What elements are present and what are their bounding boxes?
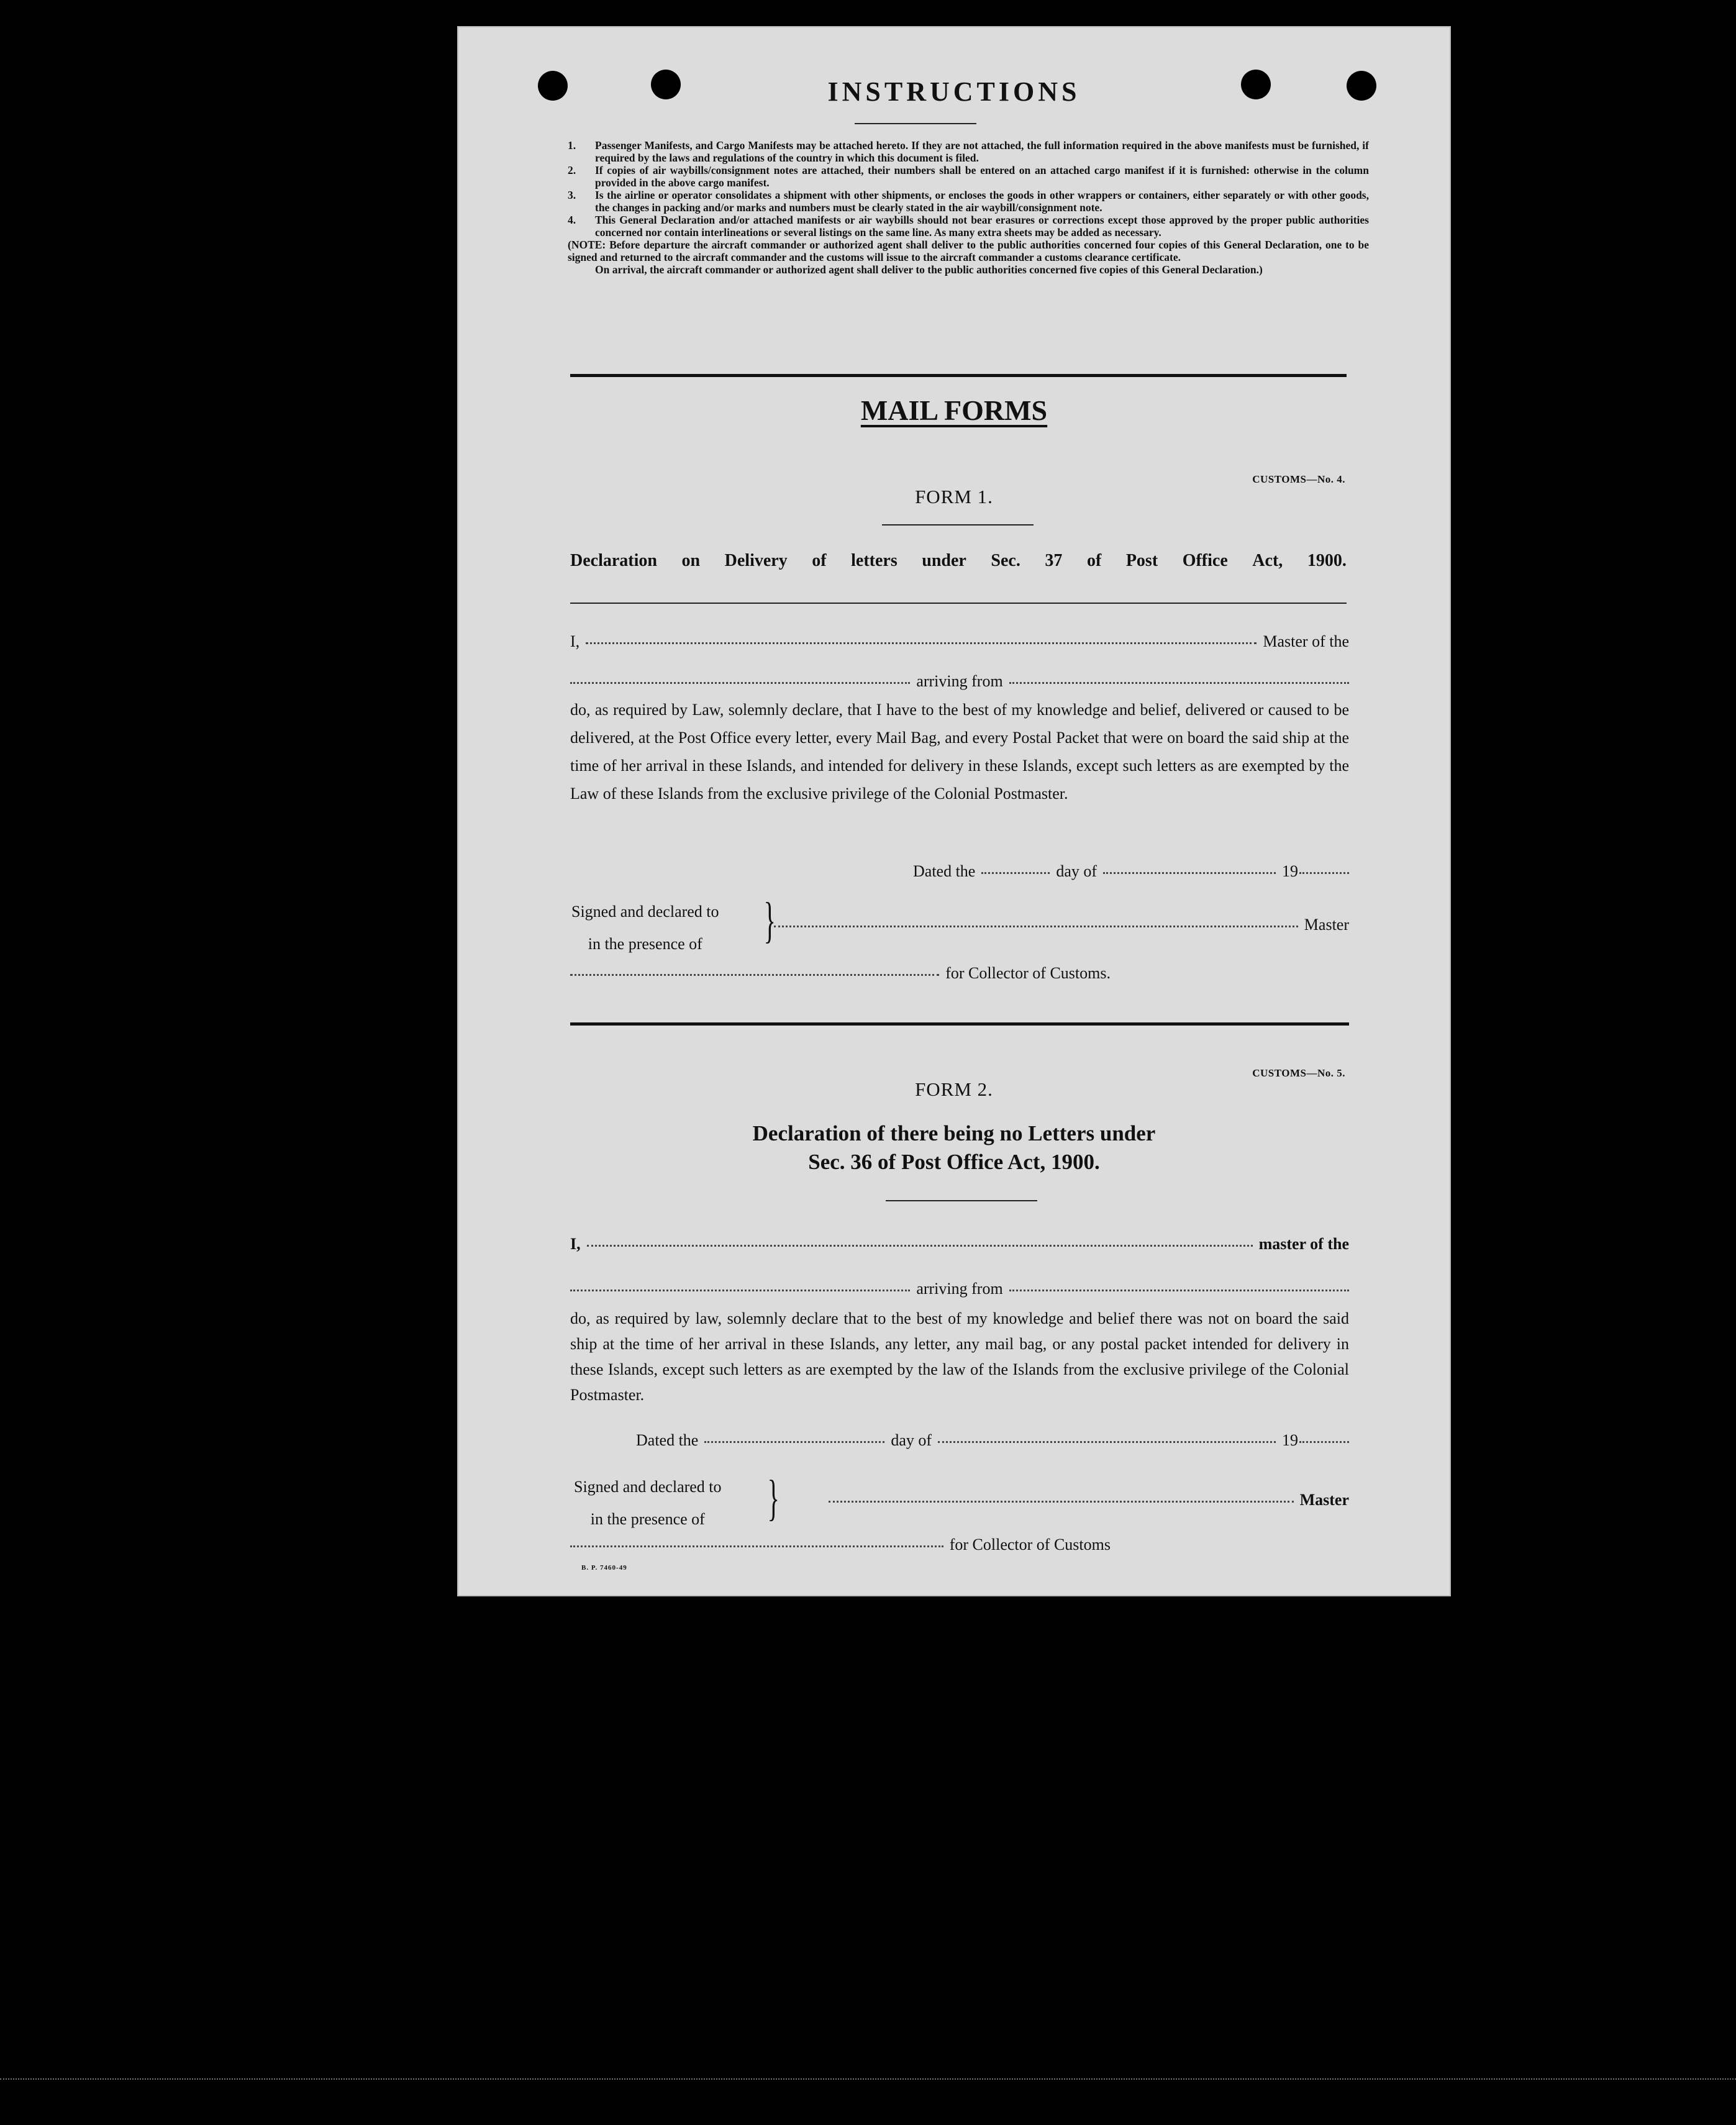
form1-month-field[interactable] bbox=[1103, 871, 1276, 874]
form1-master-signature-line: Master bbox=[768, 916, 1349, 934]
instruction-note: (NOTE: Before departure the aircraft commander or authorized agent shall deliver to the public authorities concerned four copies of this General Declaration, one to be signed and returned to the aircraft commander and the customs will issue to the aircraft commander a customs clearance certificate. bbox=[568, 239, 1369, 263]
form2-month-field[interactable] bbox=[938, 1440, 1276, 1443]
form1-master-line: I, Master of the bbox=[570, 632, 1349, 650]
form2-dated-line: Dated the day of 19 bbox=[636, 1431, 1349, 1450]
form2-arriving-line: arriving from bbox=[570, 1280, 1349, 1298]
form1-date-field[interactable] bbox=[981, 871, 1050, 874]
form2-ship-name-field[interactable] bbox=[570, 1289, 910, 1291]
form2-brace: } bbox=[767, 1471, 779, 1526]
printer-code: B. P. 7460-49 bbox=[581, 1564, 627, 1572]
form1-dated-line: Dated the day of 19 bbox=[913, 862, 1349, 881]
scan-edge-line bbox=[0, 2078, 1736, 2080]
instruction-item: 4. This General Declaration and/or attached manifests or air waybills should not bear erasures or corrections except those approved by the proper public authorities concerned nor contain interlineations or several listings on the same line. As many extra sheets may be added as necessary. bbox=[568, 214, 1369, 239]
form2-master-line: I, master of the bbox=[570, 1235, 1349, 1253]
form2-customs-number: CUSTOMS—No. 5. bbox=[1252, 1067, 1345, 1079]
form1-customs-number: CUSTOMS—No. 4. bbox=[1252, 473, 1345, 485]
instruction-item: 1. Passenger Manifests, and Cargo Manifests may be attached hereto. If they are not attached, the full information required in the above manifests must be furnished, if required by the laws and regulations of the country in which this document is filed. bbox=[568, 139, 1369, 164]
form2-master-signature-field[interactable] bbox=[829, 1500, 1294, 1503]
instruction-item: 2. If copies of air waybills/consignment notes are attached, their numbers shall be entered on an attached cargo manifest if it is furnished: otherwise in the column provided in the above cargo manifest. bbox=[568, 164, 1369, 189]
section-divider bbox=[570, 374, 1347, 377]
form2-collector-signature-field[interactable] bbox=[570, 1545, 943, 1547]
form2-signed-label: Signed and declared to in the presence of bbox=[574, 1478, 722, 1528]
form1-signed-label: Signed and declared to in the presence of bbox=[571, 903, 719, 953]
form2-master-signature-line: Master bbox=[822, 1491, 1349, 1509]
form2-body-text: do, as required by law, solemnly declare that to the best of my knowledge and belief there was not on board the said ship at the time of her arrival in these Islands, any letter, any mail bag, or any postal packet intended for delivery in these Islands, except such letters as are exempted by the law of the Islands from the exclusive privilege of the Colonial Postmaster. bbox=[570, 1309, 1349, 1404]
form1-title-underline bbox=[882, 524, 1034, 526]
form1-body-text: do, as required by Law, solemnly declare, that I have to the best of my knowledge and belief, delivered or caused to be delivered, at the Post Office every letter, every Mail Bag, and every Postal Packet that were on board the said ship at the time of her arrival in these Islands, and intended for delivery in these Islands, except such letters as are exempted by the Law of these Islands from the exclusive privilege of the Colonial Postmaster. bbox=[570, 701, 1349, 803]
form1-master-signature-field[interactable] bbox=[774, 925, 1298, 927]
instruction-note-2: On arrival, the aircraft commander or authorized agent shall deliver to the public authorities concerned five copies of this General Declaration.) bbox=[595, 263, 1263, 276]
form1-master-name-field[interactable] bbox=[586, 642, 1257, 644]
form2-collector-line: for Collector of Customs bbox=[570, 1536, 1111, 1554]
document-page bbox=[457, 26, 1451, 1596]
form2-arriving-from-field[interactable] bbox=[1009, 1289, 1349, 1291]
form1-declaration-heading: Declaration on Delivery of letters under Sec. 37 of Post Office Act, 1900. bbox=[570, 551, 1347, 570]
form-divider bbox=[570, 1022, 1349, 1026]
instructions-title: INSTRUCTIONS bbox=[827, 76, 1081, 107]
form1-ship-name-field[interactable] bbox=[570, 681, 910, 684]
form1-arriving-line: arriving from bbox=[570, 672, 1349, 691]
form1-arriving-from-field[interactable] bbox=[1009, 681, 1349, 684]
form2-master-name-field[interactable] bbox=[587, 1244, 1253, 1247]
mail-forms-title: MAIL FORMS bbox=[860, 394, 1048, 426]
title-underline bbox=[855, 123, 976, 124]
form1-divider bbox=[570, 603, 1347, 604]
form2-date-field[interactable] bbox=[704, 1440, 884, 1443]
form1-year-field[interactable] bbox=[1299, 871, 1349, 874]
form2-declaration-heading: Declaration of there being no Letters under Sec. 36 of Post Office Act, 1900. bbox=[752, 1121, 1156, 1174]
instructions-list bbox=[568, 139, 1369, 276]
form2-title-underline bbox=[886, 1200, 1037, 1201]
form1-brace: } bbox=[763, 893, 776, 948]
form2-title: FORM 2. bbox=[915, 1078, 993, 1100]
instruction-item: 3. Is the airline or operator consolidates a shipment with other shipments, or encloses the goods in other wrappers or containers, either separately or with other goods, the changes in packing and/or marks and numbers must be clearly stated in the air waybill/consignment note. bbox=[568, 189, 1369, 214]
form2-year-field[interactable] bbox=[1299, 1440, 1349, 1443]
form1-collector-signature-field[interactable] bbox=[570, 973, 939, 976]
form1-collector-line: for Collector of Customs. bbox=[570, 964, 1111, 983]
form1-title: FORM 1. bbox=[915, 486, 993, 507]
